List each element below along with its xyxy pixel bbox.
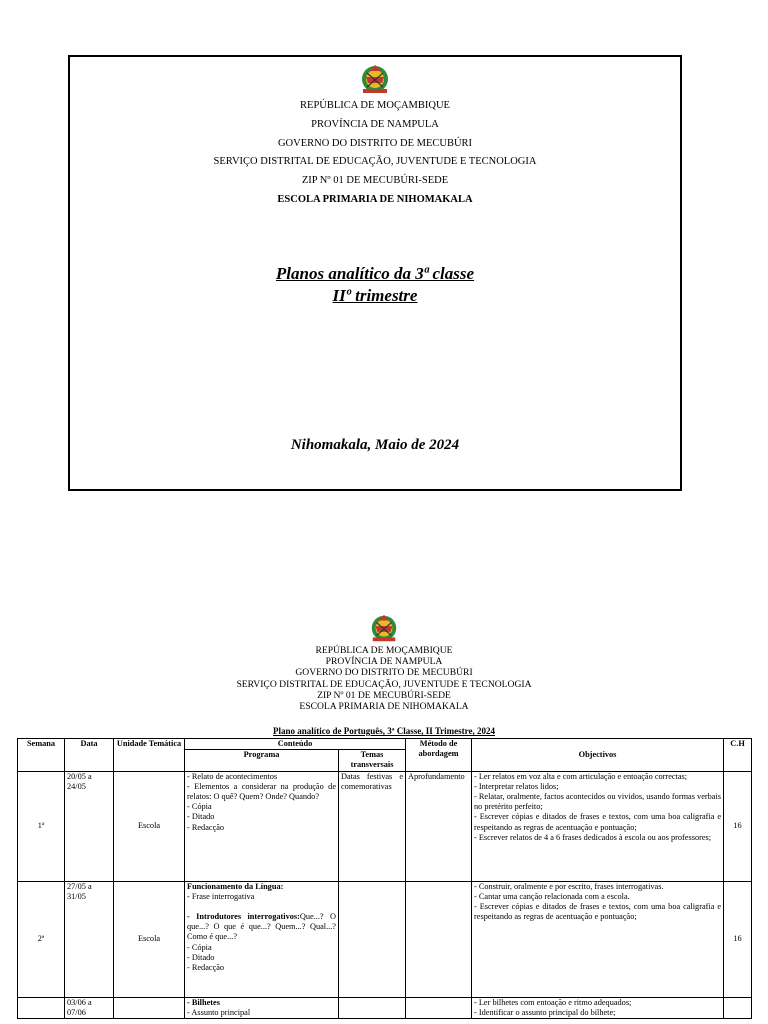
cell-ch: 16	[724, 771, 752, 881]
cell-metodo	[406, 881, 472, 997]
cell-semana: 1ª	[18, 771, 65, 881]
header-temas: Temas transversais	[339, 750, 406, 771]
header-line: ZIP Nº 01 DE MECUBÚRI-SEDE	[301, 175, 449, 187]
header-line: SERVIÇO DISTRITAL DE EDUCAÇÃO, JUVENTUDE E TECNOLOGIA	[213, 156, 537, 168]
cell-metodo	[406, 997, 472, 1018]
cell-programa	[185, 771, 339, 881]
objectivo-item: - Ler bilhetes com entoação e ritmo adequados;	[474, 997, 632, 1007]
programa-heading: - Bilhetes	[187, 997, 220, 1007]
programa-item: - Cópia	[187, 802, 212, 812]
school-name: ESCOLA PRIMARIA DE NIHOMAKALA	[277, 193, 473, 205]
cell-unidade	[114, 997, 185, 1018]
header-line: GOVERNO DO DISTRITO DE MECUBÚRI	[277, 137, 473, 149]
cell-metodo: Aprofundamento	[406, 771, 472, 881]
objectivo-item: - Escrever cópias e ditados de frases e textos, com uma boa caligrafia e respeitando as regras de acentuação e pontuação;	[474, 902, 722, 922]
table-row	[18, 997, 752, 1018]
cell-data	[65, 997, 114, 1018]
header-objectivos: Objectivos	[472, 739, 724, 772]
objectivo-item: - Escrever relatos de 4 a 6 frases dedicados à escola ou aos professores;	[474, 832, 712, 842]
cell-unidade: Escola	[114, 881, 185, 997]
objectivo-item: - Cantar uma canção relacionada com a escola.	[474, 891, 630, 901]
objectivo-item: - Relatar, oralmente, factos acontecidos ou vividos, usando formas verbais no pretérito perfeito;	[474, 792, 722, 812]
table-row	[18, 771, 752, 881]
cell-semana: 2ª	[18, 881, 65, 997]
programa-item: - Elementos a considerar na produção de relatos: O quê? Quem? Onde? Quando?	[187, 781, 336, 802]
programa-item: - Frase interrogativa	[187, 891, 255, 901]
header-programa: Programa	[185, 750, 339, 771]
cell-data: 27/05 a 31/05	[65, 881, 114, 997]
title-line-1: Planos analítico da 3ª classe	[275, 264, 475, 283]
cell-objectivos	[472, 881, 724, 997]
mozambique-emblem-icon	[362, 613, 406, 645]
programa-item: - Relato de acontecimentos	[187, 771, 278, 781]
header-unidade: Unidade Temática	[114, 739, 185, 772]
mozambique-emblem-icon	[353, 63, 397, 97]
header-ch: C.H	[724, 739, 752, 772]
cover-header	[70, 97, 680, 210]
objectivo-item: - Escrever cópias e ditados de frases e textos, com uma boa caligrafia e respeitando as regras de acentuação e pontuação;	[474, 812, 722, 832]
cell-unidade: Escola	[114, 771, 185, 881]
title-line-2: IIº trimestre	[332, 286, 418, 305]
programa-item: - Redacção	[187, 822, 225, 832]
introdutores-label: - Introdutores interrogativos:	[187, 912, 300, 922]
cell-objectivos	[472, 771, 724, 881]
programa-item: - Ditado	[187, 812, 215, 822]
plan-table	[17, 738, 752, 1019]
cell-programa	[185, 881, 339, 997]
cell-data: 20/05 a 24/05	[65, 771, 114, 881]
cell-data-text: 03/06 a 07/06	[67, 997, 92, 1017]
cell-semana	[18, 997, 65, 1018]
table-header-row	[18, 739, 752, 750]
cell-temas	[339, 881, 406, 997]
header-line: PROVÍNCIA DE NAMPULA	[325, 656, 443, 668]
header-conteudo: Conteúdo	[185, 739, 406, 750]
header-line: REPÚBLICA DE MOÇAMBIQUE	[300, 100, 450, 111]
header-metodo: Método de abordagem	[406, 739, 472, 772]
header-line: GOVERNO DO DISTRITO DE MECUBÚRI	[295, 667, 473, 679]
header-line: ESCOLA PRIMARIA DE NIHOMAKALA	[299, 701, 469, 713]
cell-programa	[185, 997, 339, 1018]
plan-title: Plano analítico de Português, 3ª Classe, II Trimestre, 2024	[273, 726, 495, 736]
header-line: PROVÍNCIA DE NAMPULA	[311, 118, 439, 130]
header-line: SERVIÇO DISTRITAL DE EDUCAÇÃO, JUVENTUDE E TECNOLOGIA	[236, 678, 532, 690]
programa-item: - Assunto principal	[187, 1007, 251, 1017]
place-date: Nihomakala, Maio de 2024	[290, 437, 460, 453]
cell-temas	[339, 997, 406, 1018]
cell-objectivos	[472, 997, 724, 1018]
header-semana: Semana	[18, 739, 65, 772]
introdutores-text: Que...? O que...? O que é que...? Quem...? Qual...? Como é que...?	[187, 912, 336, 942]
header-data: Data	[65, 739, 114, 772]
objectivo-item: - Identificar o assunto principal do bilhete;	[474, 1007, 616, 1017]
programa-item: - Cópia	[187, 942, 212, 952]
objectivo-item: - Ler relatos em voz alta e com articulação e entoação correctas;	[474, 771, 688, 781]
table-row	[18, 881, 752, 997]
objectivo-item: - Construir, oralmente e por escrito, frases interrogativas.	[474, 881, 664, 891]
objectivo-item: - Interpretar relatos lidos;	[474, 781, 559, 791]
cell-ch	[724, 997, 752, 1018]
cover-page	[68, 55, 682, 491]
cell-temas: Datas festivas e comemorativas	[339, 771, 406, 881]
programa-item: - Redacção	[187, 963, 225, 973]
cell-ch: 16	[724, 881, 752, 997]
programa-item: - Ditado	[187, 952, 215, 962]
cover-title	[70, 263, 680, 307]
programa-heading: Funcionamento da Língua:	[187, 881, 284, 891]
header-line: REPÚBLICA DE MOÇAMBIQUE	[315, 645, 453, 656]
programa-introdutores	[187, 912, 336, 943]
page2-header	[0, 645, 768, 712]
header-line: ZIP Nº 01 DE MECUBÚRI-SEDE	[317, 689, 451, 701]
